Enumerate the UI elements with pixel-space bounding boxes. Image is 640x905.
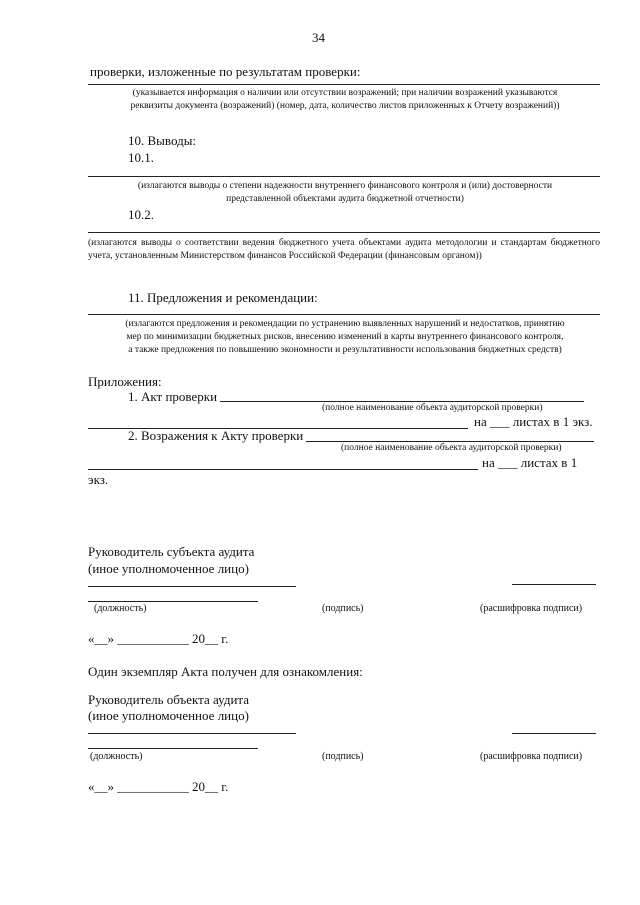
head-2-title: Руководитель объекта аудита	[88, 692, 250, 707]
section-10-title: 10. Выводы:	[128, 133, 197, 148]
section-11-title: 11. Предложения и рекомендации:	[128, 290, 318, 305]
appendix-1-hint: (полное наименование объекта аудиторской проверки)	[322, 403, 543, 413]
blank-line	[88, 586, 296, 587]
position-label-2: (должность)	[90, 751, 143, 762]
decoding-label: (расшифровка подписи)	[480, 603, 583, 614]
blank-line	[88, 176, 600, 177]
section-10-1-hint-2: представленной объектами аудита бюджетной отчетности)	[226, 194, 464, 204]
section-11-hint-3: а также предложения по повышению экономности и результативности использования бюджетных средств)	[128, 345, 562, 355]
page-number: 34	[312, 30, 325, 45]
appendix-2-ekz: экз.	[88, 472, 109, 487]
objections-hint-1: (указывается информация о наличии или отсутствии возражений; при наличии возражений указываются	[132, 88, 558, 98]
decoding-label-2: (расшифровка подписи)	[480, 751, 583, 762]
appendix-2-hint: (полное наименование объекта аудиторской проверки)	[341, 443, 562, 453]
date-line: «__» ___________ 20__ г.	[88, 631, 229, 646]
appendix-1-label: 1. Акт проверки	[128, 389, 218, 404]
section-10-2-hint: (излагаются выводы о соответствии ведения бюджетного учета объектами аудита методологии и стандартам бюджетного учета, установленным Министерством финансов Российской Федерации (финансовым органом))	[88, 238, 600, 261]
copy-received-text: Один экземпляр Акта получен для ознакомления:	[88, 664, 363, 679]
blank-line	[88, 314, 600, 315]
blank-line	[88, 733, 296, 734]
signature-label-2: (подпись)	[322, 751, 364, 762]
blank-line	[88, 232, 600, 233]
head-1-subtitle: (иное уполномоченное лицо)	[88, 561, 249, 576]
blank-line	[88, 601, 258, 602]
blank-line	[88, 748, 258, 749]
appendix-1-sheets: на ___ листах в 1 экз.	[474, 414, 593, 429]
appendix-2-sheets: на ___ листах в 1	[482, 455, 578, 470]
blank-line	[512, 733, 596, 734]
objections-line: проверки, изложенные по результатам проверки:	[90, 64, 361, 79]
appendix-title: Приложения:	[88, 374, 162, 389]
section-10-2-label: 10.2.	[128, 207, 154, 222]
signature-label: (подпись)	[322, 603, 364, 614]
objections-hint-2: реквизиты документа (возражений) (номер, дата, количество листов приложенных к Отчету возражений))	[130, 101, 560, 111]
section-11-hint-2: мер по минимизации бюджетных рисков, внесению изменений в карты внутреннего финансового контроля,	[126, 332, 564, 342]
section-11-hint-1: (излагаются предложения и рекомендации по устранению выявленных нарушений и недостатков, принятию	[125, 319, 565, 329]
blank-line	[220, 401, 584, 402]
position-label: (должность)	[94, 603, 147, 614]
blank-line	[306, 441, 594, 442]
head-1-title: Руководитель субъекта аудита	[88, 544, 255, 559]
blank-line	[88, 469, 478, 470]
date-line-2: «__» ___________ 20__ г.	[88, 779, 229, 794]
blank-line	[512, 584, 596, 585]
appendix-2-label: 2. Возражения к Акту проверки	[128, 428, 304, 443]
blank-line	[88, 84, 600, 85]
section-10-1-hint-1: (излагаются выводы о степени надежности внутреннего финансового контроля и (или) достоверности	[137, 181, 553, 191]
head-2-subtitle: (иное уполномоченное лицо)	[88, 708, 249, 723]
section-10-1-label: 10.1.	[128, 150, 154, 165]
